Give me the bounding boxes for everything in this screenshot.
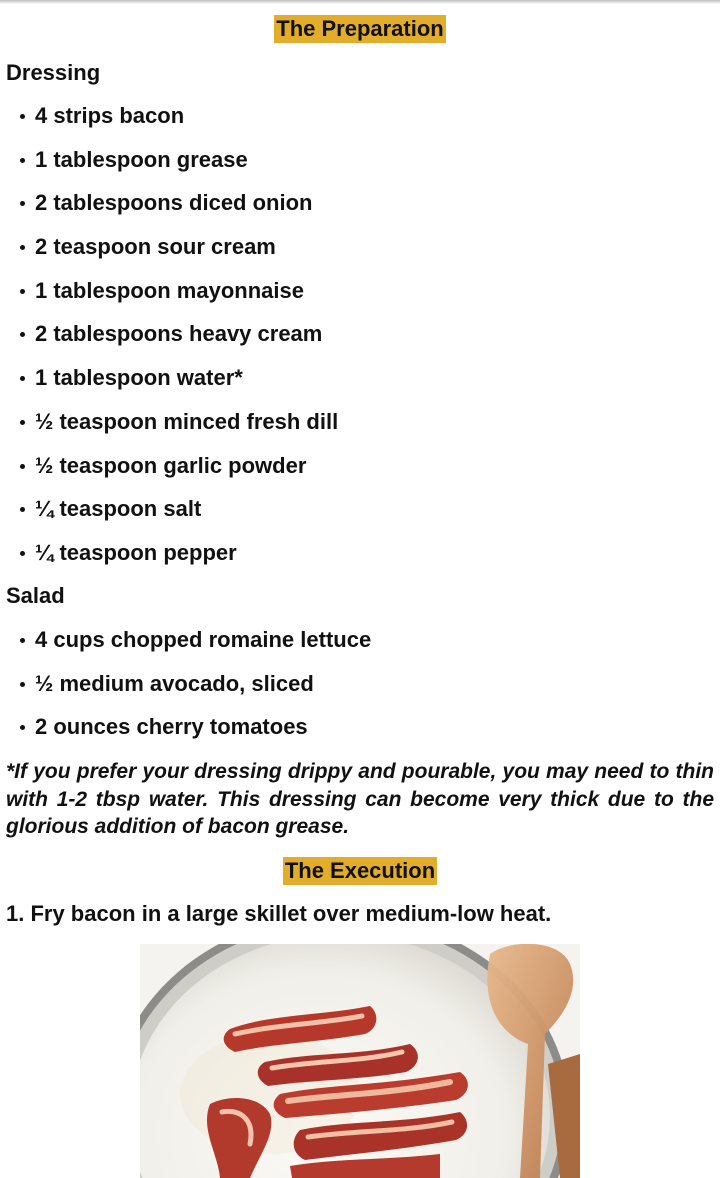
dressing-note: *If you prefer your dressing drippy and pourable, you may need to thin with 1-2 tbsp water. This dressing can become very thick due to the glorious addition of bacon grease. <box>6 760 714 838</box>
bullet-icon <box>20 158 25 163</box>
list-item <box>0 364 338 408</box>
bullet-icon <box>20 376 25 381</box>
ingredient-text: 1 tablespoon water* <box>35 365 243 391</box>
bullet-icon <box>20 201 25 206</box>
list-item <box>0 189 338 233</box>
list-item <box>0 452 338 496</box>
bullet-icon <box>20 289 25 294</box>
bullet-icon <box>20 638 25 643</box>
ingredient-text: 1 tablespoon mayonnaise <box>35 277 304 303</box>
ingredient-text: 4 strips bacon <box>35 103 185 128</box>
execution-heading-row <box>0 857 720 885</box>
bullet-icon <box>20 682 25 687</box>
preparation-heading-row <box>0 15 720 43</box>
ingredient-text: ¼ teaspoon pepper <box>35 539 237 565</box>
list-item <box>0 320 338 364</box>
step-1-text: 1. Fry bacon in a large skillet over medium-low heat. <box>6 901 552 926</box>
list-item <box>0 713 371 757</box>
bullet-icon <box>20 464 25 469</box>
bullet-icon <box>20 551 25 556</box>
bullet-icon <box>20 114 25 119</box>
ingredient-text: ½ medium avocado, sliced <box>35 670 314 696</box>
list-item <box>0 233 338 277</box>
dressing-ingredients-list <box>0 102 338 583</box>
list-item <box>0 626 371 670</box>
ingredient-text: 2 tablespoons diced onion <box>35 190 313 216</box>
ingredient-text: 4 cups chopped romaine lettuce <box>35 627 372 652</box>
list-item <box>0 539 338 583</box>
ingredient-text: ¼ teaspoon salt <box>35 496 202 522</box>
ingredient-text: ½ teaspoon minced fresh dill <box>35 408 339 434</box>
salad-ingredients-list <box>0 626 371 757</box>
list-item <box>0 408 338 452</box>
bullet-icon <box>20 420 25 425</box>
preparation-heading: The Preparation <box>276 16 444 41</box>
bacon-skillet-photo <box>140 944 580 1178</box>
bullet-icon <box>20 332 25 337</box>
ingredient-text: 2 ounces cherry tomatoes <box>35 714 308 740</box>
ingredient-text: 2 tablespoons heavy cream <box>35 321 323 347</box>
list-item <box>0 277 338 321</box>
bullet-icon <box>20 245 25 250</box>
bullet-icon <box>20 507 25 512</box>
dressing-label: Dressing <box>6 60 101 85</box>
ingredient-text: 1 tablespoon grease <box>35 146 248 172</box>
list-item <box>0 495 338 539</box>
top-shadow <box>0 0 720 4</box>
list-item <box>0 670 371 714</box>
ingredient-text: ½ teaspoon garlic powder <box>35 452 307 478</box>
list-item <box>0 146 338 190</box>
bacon-skillet-illustration <box>140 944 580 1178</box>
salad-label: Salad <box>6 583 65 608</box>
bullet-icon <box>20 725 25 730</box>
execution-heading: The Execution <box>284 858 436 883</box>
ingredient-text: 2 teaspoon sour cream <box>35 234 276 260</box>
list-item <box>0 102 338 146</box>
